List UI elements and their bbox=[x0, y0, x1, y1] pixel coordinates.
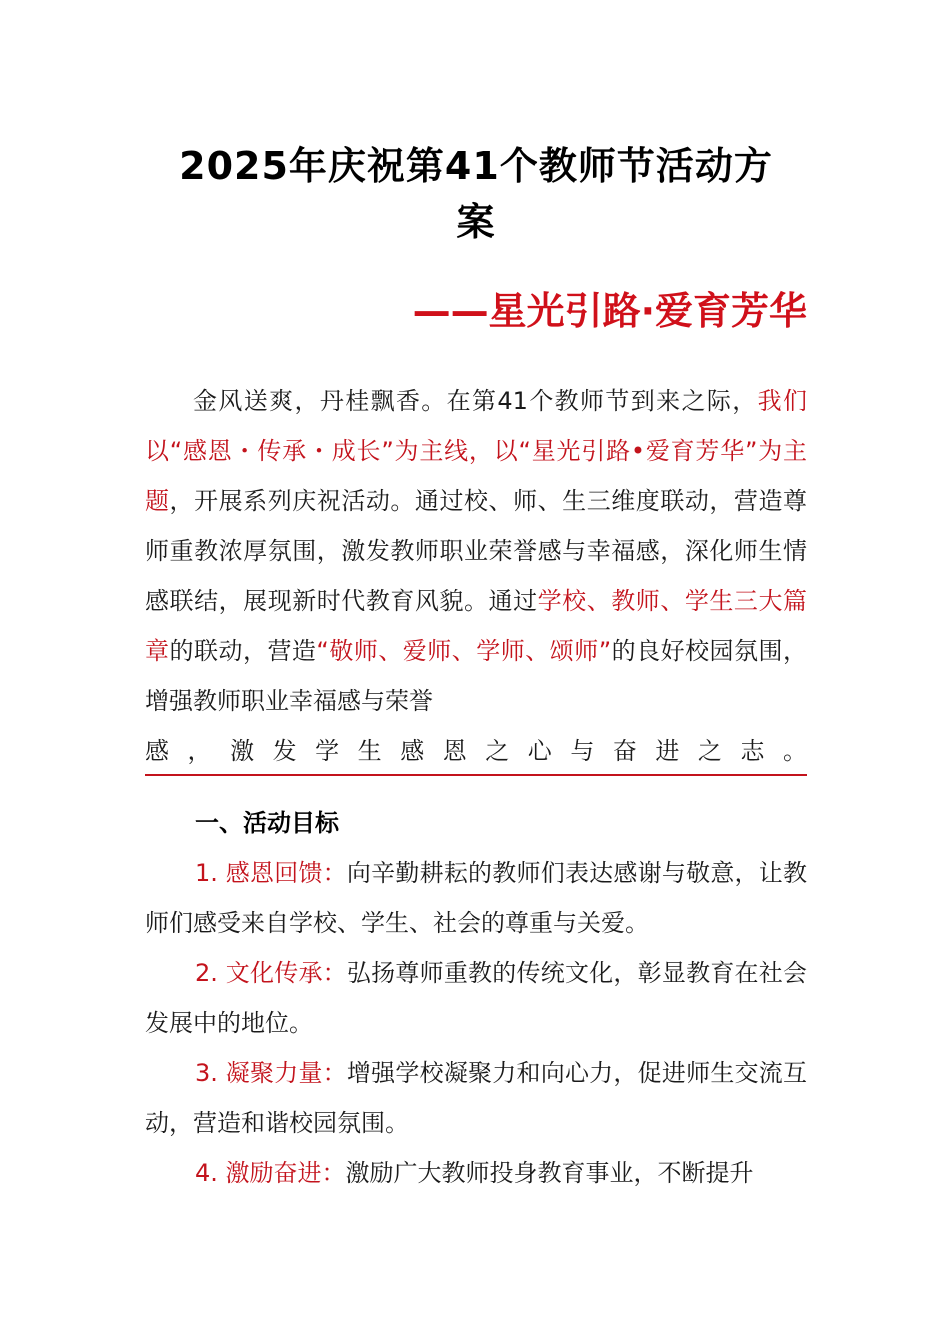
goal-text: 弘扬尊师重教的传统文化，彰显教育在社会发展中的地位。 bbox=[145, 959, 808, 1037]
goal-label: 2. 文化传承： bbox=[195, 959, 347, 987]
goal-text: 增强学校凝聚力和向心力，促进师生交流互动，营造和谐校园氛围。 bbox=[145, 1059, 808, 1137]
last-line-char: 感 bbox=[145, 737, 169, 765]
intro-chapters-highlight: 学校、教师、学生三大篇章 bbox=[145, 587, 808, 665]
last-line-char: 志 bbox=[740, 737, 765, 765]
goal-label: 3. 凝聚力量： bbox=[195, 1059, 347, 1087]
last-line-char: 激 bbox=[230, 737, 255, 765]
last-line-char: 恩 bbox=[442, 737, 467, 765]
intro-sentence-1: 金风送爽，丹桂飘香。在第41个教师节到来之际， bbox=[193, 387, 758, 415]
goal-text: 激励广大教师投身教育事业，不断提升 bbox=[345, 1159, 754, 1187]
last-line-char: 之 bbox=[697, 737, 722, 765]
last-line-char: 与 bbox=[570, 737, 595, 765]
intro-sentence-7: 的良好校园氛围，增强教师职业幸福感与荣誉 bbox=[145, 637, 808, 715]
goal-item bbox=[145, 1148, 807, 1198]
last-line-char: 之 bbox=[485, 737, 510, 765]
goal-label: 1. 感恩回馈： bbox=[195, 859, 347, 887]
last-line-char: 感 bbox=[400, 737, 425, 765]
goal-item bbox=[145, 1048, 807, 1148]
goal-item bbox=[145, 948, 807, 1048]
last-line-char: 。 bbox=[782, 737, 807, 765]
last-line-char: 心 bbox=[527, 737, 552, 765]
document-subtitle: ——星光引路·爱育芳华 bbox=[412, 289, 807, 333]
last-line-char: 生 bbox=[357, 737, 382, 765]
intro-paragraph bbox=[145, 376, 807, 726]
last-line-char: ， bbox=[187, 737, 212, 765]
last-line-char: 发 bbox=[272, 737, 297, 765]
section-heading: 一、活动目标 bbox=[195, 809, 339, 837]
goal-text: 向辛勤耕耘的教师们表达感谢与敬意，让教师们感受来自学校、学生、社会的尊重与关爱。 bbox=[145, 859, 808, 937]
title-line-2: 案 bbox=[456, 200, 496, 244]
title-line-1: 2025年庆祝第41个教师节活动方 bbox=[179, 144, 773, 188]
intro-atmosphere-highlight: “敬师、爱师、学师、颂师” bbox=[316, 637, 612, 665]
goal-item bbox=[145, 848, 807, 948]
intro-last-line bbox=[145, 726, 807, 776]
intro-sentence-5: 的联动，营造 bbox=[169, 637, 317, 665]
last-line-char: 学 bbox=[315, 737, 340, 765]
document-title bbox=[145, 138, 807, 250]
goals-list bbox=[145, 848, 807, 1198]
last-line-char: 进 bbox=[655, 737, 680, 765]
intro-sentence-3: ，开展系列庆祝活动。通过校、师、生三维度联动，营造尊师重教浓厚氛围，激发教师职业荣誉感与幸福感，深化师生情感联结，展现新时代教育风貌。通过 bbox=[145, 487, 808, 615]
intro-theme-highlight: 我们以“感恩・传承・成长”为主线，以“星光引路•爱育芳华”为主题 bbox=[145, 387, 807, 515]
intro-section bbox=[145, 376, 807, 776]
last-line-char: 奋 bbox=[612, 737, 637, 765]
goal-label: 4. 激励奋进： bbox=[195, 1159, 346, 1187]
